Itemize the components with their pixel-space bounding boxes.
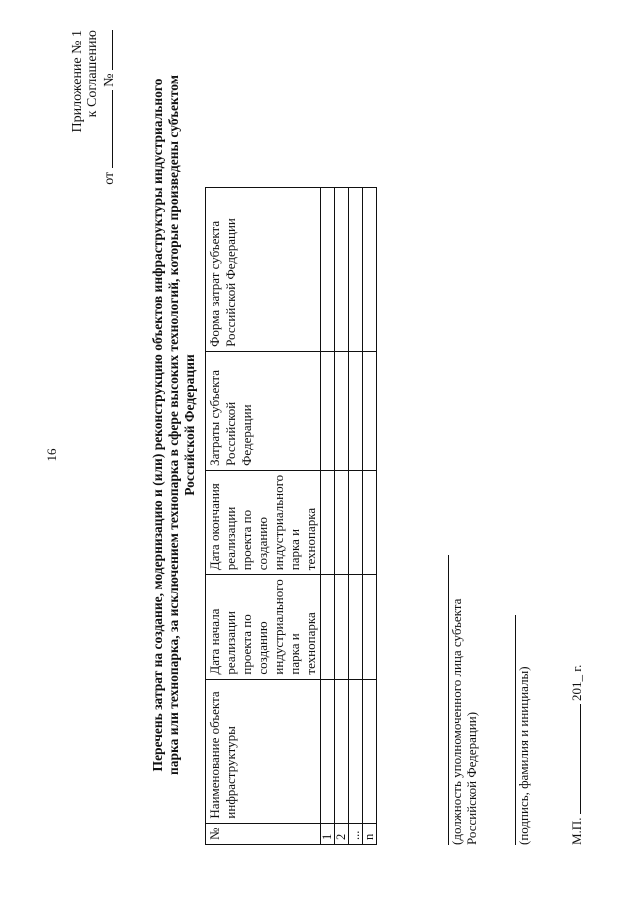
table-cell xyxy=(349,351,363,470)
header-object: Наименование объекта инфраструктуры xyxy=(206,679,321,823)
table-cell xyxy=(335,470,349,574)
appendix-line-2: к Соглашению xyxy=(85,30,100,118)
row-number: ... xyxy=(349,823,363,844)
header-start-date: Дата начала реализации проекта по созданию индустриального парка и технопарка xyxy=(206,575,321,679)
table-row xyxy=(321,187,335,844)
table-header-row xyxy=(206,187,321,844)
header-end-date: Дата окончания реализации проекта по созданию индустриального парка и технопарка xyxy=(206,470,321,574)
table-cell xyxy=(321,187,335,351)
table-cell xyxy=(363,351,377,470)
appendix-header xyxy=(70,30,117,210)
appendix-line-1: Приложение № 1 xyxy=(70,30,85,133)
date-line xyxy=(568,704,581,814)
table-row xyxy=(349,187,363,844)
row-number: n xyxy=(363,823,377,844)
table-row xyxy=(363,187,377,844)
table-cell xyxy=(349,187,363,351)
row-number: 2 xyxy=(335,823,349,844)
table-cell xyxy=(321,575,335,679)
table-cell xyxy=(349,470,363,574)
number-blank xyxy=(100,30,113,70)
table-cell xyxy=(335,187,349,351)
table-row xyxy=(335,187,349,844)
from-label: от xyxy=(102,171,117,185)
table-cell xyxy=(349,679,363,823)
name-signature-block xyxy=(515,615,531,845)
cost-table xyxy=(205,187,377,845)
row-number: 1 xyxy=(321,823,335,844)
header-cost-form: Форма затрат субъекта Российской Федерации xyxy=(206,187,321,351)
position-signature-block xyxy=(448,555,479,845)
table-cell xyxy=(335,351,349,470)
stamp-date-block xyxy=(568,665,584,845)
table-cell xyxy=(335,575,349,679)
document-title: Перечень затрат на создание, модернизацию и (или) реконструкцию объектов инфраструктуры индустриального парка или технопарка, за исключением технопарка в сфере высоких технологий, которые произведены субъектом Российской Федерации xyxy=(150,75,197,775)
appendix-date-number xyxy=(100,30,117,210)
name-caption: (подпись, фамилия и инициалы) xyxy=(516,666,531,845)
date-blank xyxy=(100,90,113,168)
year-label: 201_ г. xyxy=(569,664,584,702)
header-num: № xyxy=(206,823,321,844)
table-cell xyxy=(363,470,377,574)
table-cell xyxy=(363,575,377,679)
stamp-label: М.П. xyxy=(569,817,584,845)
table-cell xyxy=(349,575,363,679)
table-cell xyxy=(363,679,377,823)
table-cell xyxy=(321,470,335,574)
table-cell xyxy=(321,351,335,470)
number-label: № xyxy=(102,73,117,87)
table-cell xyxy=(363,187,377,351)
header-costs: Затраты субъекта Российской Федерации xyxy=(206,351,321,470)
page-number: 16 xyxy=(44,448,59,462)
position-caption: (должность уполномоченного лица субъекта Российской Федерации) xyxy=(449,598,479,845)
table-cell xyxy=(321,679,335,823)
table-cell xyxy=(335,679,349,823)
